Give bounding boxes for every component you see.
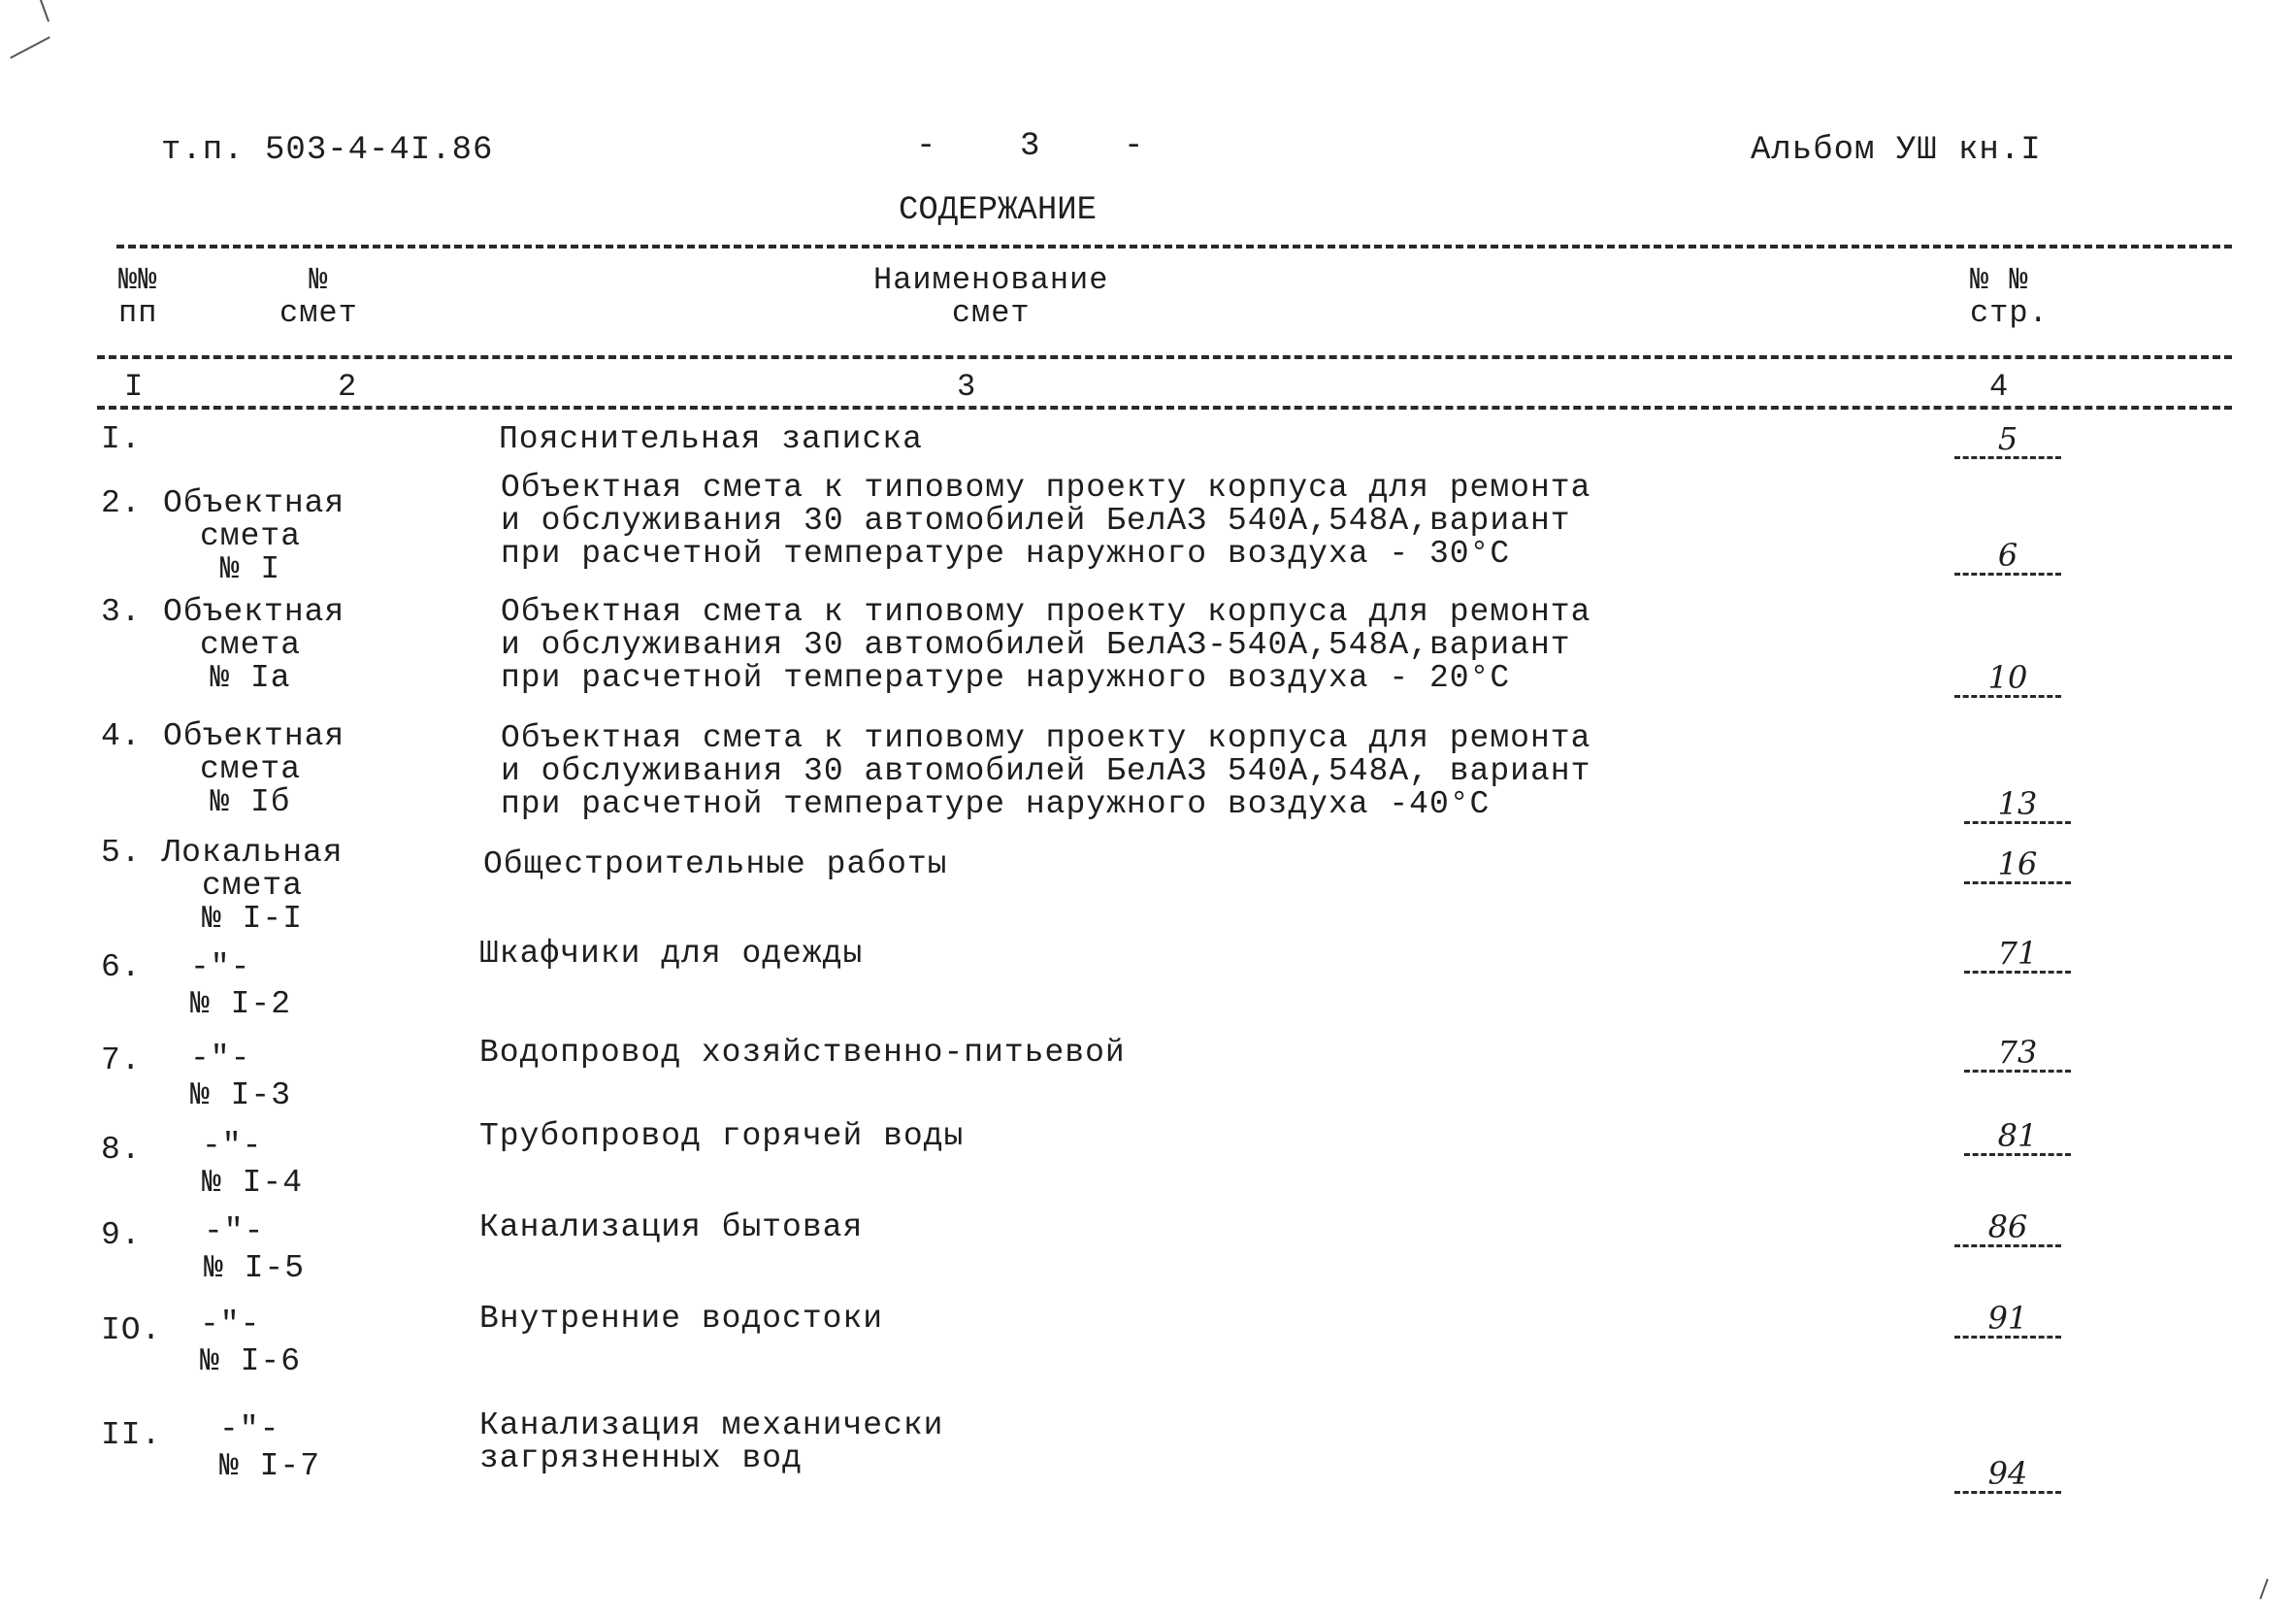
column-number-rule: [97, 406, 2232, 410]
page-title: СОДЕРЖАНИЕ: [899, 192, 1098, 229]
row-8-page: 81: [1964, 1118, 2071, 1156]
row-7-name: Водопровод хозяйственно-питьевой: [479, 1035, 1126, 1071]
row-2-name: Объектная смета к типовому проекту корпуса для ремонта и обслуживания 30 автомобилей БелАЗ 540А,548А,вариант при расчетной температуре наружного воздуха - 30°С: [501, 470, 1591, 572]
row-11-page: 94: [1954, 1456, 2061, 1494]
row-4-name: Объектная смета к типовому проекту корпуса для ремонта и обслуживания 30 автомобилей БелАЗ 540А,548А, вариант при расчетной температуре наружного воздуха -40°С: [501, 720, 1591, 822]
col-number-1: I: [124, 369, 145, 405]
page-marker: - 3 -: [916, 128, 1145, 165]
row-3-page: 10: [1954, 660, 2061, 698]
row-6-estimate: -"- № I-2: [190, 949, 292, 1022]
row-6-page: 71: [1964, 936, 2071, 974]
row-7-page: 73: [1964, 1035, 2071, 1073]
col-header-name: Наименование смет: [873, 262, 1109, 331]
row-10-number: IO.: [101, 1312, 162, 1348]
row-5-name: Общестроительные работы: [483, 846, 948, 882]
row-10-page: 91: [1954, 1301, 2061, 1339]
row-5-page: 16: [1964, 846, 2071, 884]
col-header-page: № № стр.: [1970, 262, 2049, 331]
row-11-name: Канализация механически загрязненных вод: [479, 1407, 944, 1476]
row-9-name: Канализация бытовая: [479, 1209, 864, 1245]
scan-mark-bottom-right: [2259, 1578, 2268, 1599]
row-6-number: 6.: [101, 949, 142, 985]
row-9-number: 9.: [101, 1217, 142, 1253]
row-2-page: 6: [1954, 538, 2061, 576]
row-6-name: Шкафчики для одежды: [479, 936, 864, 972]
scan-mark-top-left-2: [40, 0, 49, 22]
row-7-number: 7.: [101, 1042, 142, 1078]
col-number-3: 3: [957, 369, 977, 405]
row-11-estimate: -"- № I-7: [219, 1411, 321, 1484]
row-11-number: II.: [101, 1417, 162, 1453]
row-10-estimate: -"- № I-6: [200, 1307, 302, 1379]
row-5-estimate: Локальная смета № I-I: [161, 835, 344, 937]
row-3-name: Объектная смета к типовому проекту корпуса для ремонта и обслуживания 30 автомобилей БелАЗ-540А,548А,вариант при расчетной температуре наружного воздуха - 20°С: [501, 594, 1591, 696]
col-header-pp: №№ пп: [118, 262, 158, 331]
row-9-page: 86: [1954, 1209, 2061, 1247]
row-5-number: 5.: [101, 835, 142, 871]
col-number-4: 4: [1989, 369, 2010, 405]
row-8-estimate: -"- № I-4: [202, 1128, 304, 1201]
row-10-name: Внутренние водостоки: [479, 1301, 884, 1337]
row-4-page: 13: [1964, 786, 2071, 824]
col-number-2: 2: [338, 369, 358, 405]
row-4-estimate: Объектная смета № Iб: [163, 718, 345, 820]
album-label: Альбом УШ кн.I: [1751, 132, 2042, 169]
row-8-number: 8.: [101, 1132, 142, 1168]
project-code: т.п. 503-4-4I.86: [161, 132, 494, 169]
row-8-name: Трубопровод горячей воды: [479, 1118, 965, 1154]
row-2-estimate: Объектная смета № I: [163, 485, 345, 587]
row-1-name: Пояснительная записка: [499, 421, 923, 457]
table-top-rule: [116, 245, 2232, 248]
row-4-number: 4.: [101, 718, 142, 754]
row-1-number: I.: [101, 421, 142, 457]
row-3-estimate: Объектная смета № Iа: [163, 594, 345, 696]
row-2-number: 2.: [101, 485, 142, 521]
row-9-estimate: -"- № I-5: [204, 1213, 306, 1286]
row-3-number: 3.: [101, 594, 142, 630]
header-bottom-rule: [97, 355, 2232, 359]
row-1-page: 5: [1954, 421, 2061, 459]
col-header-estimate-no: № смет: [279, 262, 358, 331]
scan-mark-top-left: [10, 36, 50, 58]
row-7-estimate: -"- № I-3: [190, 1041, 292, 1113]
